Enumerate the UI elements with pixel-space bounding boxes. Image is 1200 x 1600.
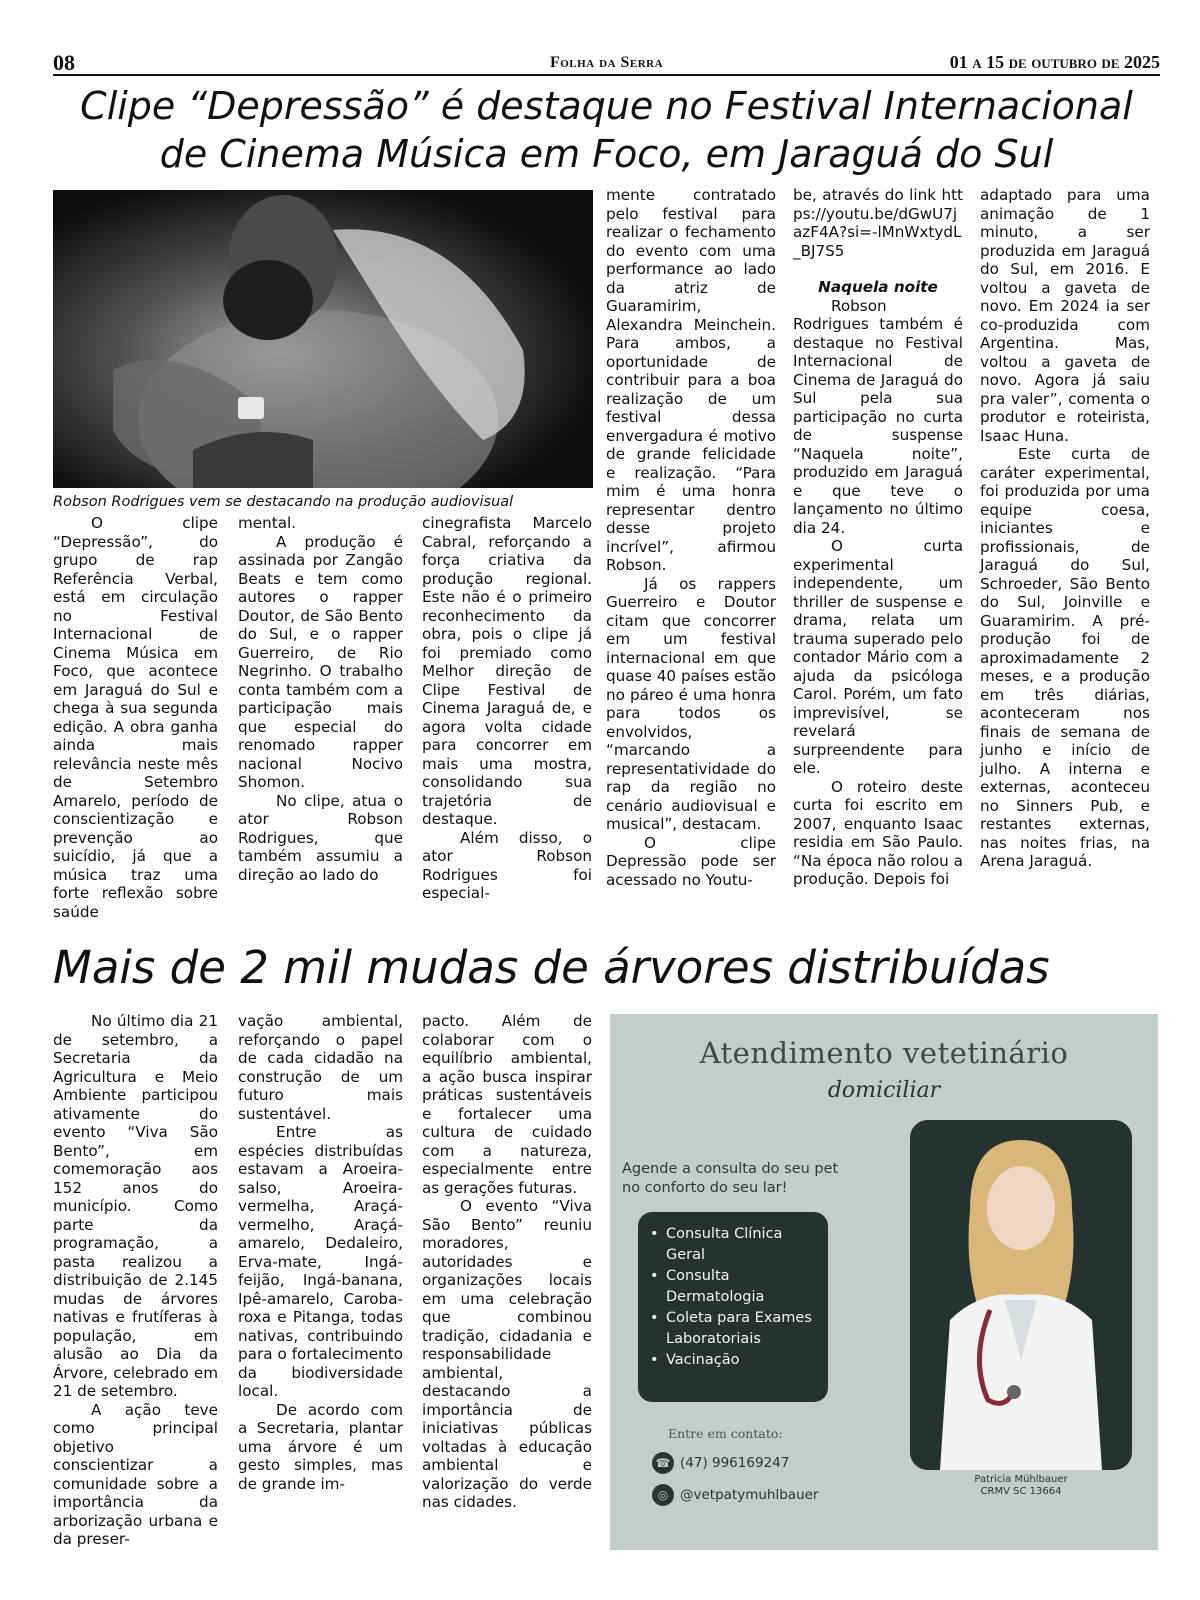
paragraph: vação ambiental, reforçando o papel de cada cidadão na construção de um futuro mais sustentável. xyxy=(238,1012,403,1123)
paragraph: adaptado para uma animação de 1 minuto, a ser produzida em Jaraguá do Sul, em 2016. E voltou a gaveta de novo. Em 2024 ia ser co-produzida com Argentina. Mas, voltou a gaveta de novo. Agora já saiu pra valer”, comenta o produtor e roteirista, Isaac Huna. xyxy=(980,186,1150,445)
paragraph: pacto. Além de colaborar com o equilíbrio ambiental, a ação busca inspirar práticas sustentáveis e fortalecer uma cultura de cuidado com a natureza, especialmente entre as gerações futuras. xyxy=(422,1012,592,1197)
paragraph: A ação teve como principal objetivo conscientizar a comunidade sobre a importância da arborização urbana e da preser- xyxy=(53,1400,218,1548)
ad-instagram xyxy=(652,1484,818,1506)
article2-column-3 xyxy=(422,1012,592,1512)
paragraph: O clipe Depressão pode ser acessado no Youtu- xyxy=(606,833,776,889)
article1-column-5 xyxy=(793,186,963,889)
paragraph: Este curta de caráter experimental, foi produzida por uma equipe coesa, iniciantes e profissionais, de Jaraguá do Sul, Schroeder, São Bento do Sul, Joinville e Guaramirim. A pré-produção foi de aproximadamente 2 meses, e a produção em três diárias, aconteceram nos finais de semana de junho e início de julho. A interna e externas, aconteceu no Sinners Pub, e restantes externas, nas noites frias, na Arena Jaraguá. xyxy=(980,445,1150,870)
paragraph: No último dia 21 de setembro, a Secretaria da Agricultura e Meio Ambiente participou ativamente do evento “Viva São Bento”, em comemoração aos 152 anos do município. Como parte da programação, a pasta realizou a distribuição de 2.145 mudas de árvores nativas e frutíferas à população, em alusão ao Dia da Árvore, celebrado em 21 de setembro. xyxy=(53,1012,218,1400)
paragraph: De acordo com a Secretaria, plantar uma árvore é um gesto simples, mas de grande im- xyxy=(238,1400,403,1493)
paragraph: Robson Rodrigues também é destaque no Festival Internacional de Cinema de Jaraguá do Sul pela sua participação no curta de suspense “Naquela noite”, produzido em Jaraguá e que teve o lançamento no último dia 24. xyxy=(793,296,963,537)
paragraph: mente contratado pelo festival para realizar o fechamento do evento com uma performance ao lado da atriz de Guaramirim, Alexandra Meinchein. Para ambos, a oportunidade de contribuir para a boa realização de um festival dessa envergadura é motivo de grande felicidade e realização. “Para mim é uma honra representar dentro desse projeto incrível”, afirmou Robson. xyxy=(606,186,776,574)
ad-contact-label: Entre em contato: xyxy=(668,1426,783,1441)
paragraph: be, através do link https://youtu.be/dGwU7jazF4A?si=-lMnWxtydL_BJ7S5 xyxy=(793,186,963,260)
page-number: 08 xyxy=(53,50,75,75)
article1-headline xyxy=(53,82,1160,178)
article1-column-3 xyxy=(422,514,592,903)
service-item: • Consulta Clínica Geral xyxy=(650,1224,818,1266)
subheading: Naquela noite xyxy=(818,278,938,296)
actor-photo-illustration xyxy=(53,190,593,488)
paragraph: No clipe, atua o ator Robson Rodrigues, que também assumiu a direção ao lado do xyxy=(238,791,403,884)
headline-line-2: de Cinema Música em Foco, em Jaraguá do Sul xyxy=(159,132,1054,176)
edition-date: 01 a 15 de outubro de 2025 xyxy=(949,52,1160,72)
paragraph: O clipe “Depressão”, do grupo de rap Referência Verbal, está em circulação no Festival Internacional de Cinema Música em Foco, que acontece em Jaraguá do Sul e chega à sua segunda edição. A obra ganha ainda mais relevância neste mês de Setembro Amarelo, período de conscientização e prevenção ao suicídio, já que a música traz uma forte reflexão sobre saúde xyxy=(53,514,218,921)
paragraph: A produção é assinada por Zangão Beats e tem como autores o rapper Doutor, de São Bento do Sul, e o rapper Guerreiro, de Rio Negrinho. O trabalho conta também com a participação mais que especial do renomado rapper nacional Nocivo Shomon. xyxy=(238,532,403,791)
paragraph: O curta experimental independente, um thriller de suspense e drama, relata um trauma superado pelo contador Mário com a ajuda da psicóloga Carol. Porém, um fato imprevisível, se revelará surpreendente para ele. xyxy=(793,537,963,777)
photo-caption: Robson Rodrigues vem se destacando na produção audiovisual xyxy=(53,494,514,510)
ad-subtitle: domiciliar xyxy=(827,1078,941,1103)
vet-name: Patricia Mühlbauer xyxy=(974,1474,1068,1485)
ad-phone xyxy=(652,1452,789,1474)
article1-column-2 xyxy=(238,514,403,884)
paragraph: O evento “Viva São Bento” reuniu moradores, autoridades e organizações locais em uma celebração que combinou tradição, cidadania e responsabilidade ambiental, destacando a importância de iniciativas públicas voltadas à educação ambiental e valorização do verde nas cidades. xyxy=(422,1197,592,1511)
vet-photo xyxy=(910,1120,1132,1470)
vet-advertisement xyxy=(610,1014,1158,1550)
paragraph: Já os rappers Guerreiro e Doutor citam que concorrer em um festival internacional em que quase 40 países estão no páreo é uma honra para todos os envolvidos, “marcando a representatividade do rap da região no cenário audiovisual e musical”, destacam. xyxy=(606,574,776,833)
article2-column-1 xyxy=(53,1012,218,1549)
phone-number: (47) 996169247 xyxy=(680,1455,790,1471)
article1-column-4 xyxy=(606,186,776,889)
ad-title: Atendimento vetetinário xyxy=(699,1036,1069,1070)
article2-headline: Mais de 2 mil mudas de árvores distribuídas xyxy=(53,941,1050,994)
instagram-handle: @vetpatymuhlbauer xyxy=(680,1487,819,1503)
paragraph: mental. xyxy=(238,514,297,532)
ad-tagline: Agende a consulta do seu pet no conforto do seu lar! xyxy=(622,1161,839,1196)
article1-column-6 xyxy=(980,186,1150,871)
phone-icon: ☎ xyxy=(652,1452,674,1474)
service-item: • Coleta para Exames Laboratoriais xyxy=(650,1308,818,1350)
headline-line-1: Clipe “Depressão” é destaque no Festival Internacional xyxy=(80,84,1133,128)
paragraph: Além disso, o ator Robson Rodrigues foi especial- xyxy=(422,828,592,902)
vet-crmv: CRMV SC 13664 xyxy=(980,1486,1062,1497)
article2-column-2 xyxy=(238,1012,403,1493)
paragraph: cinegrafista Marcelo Cabral, reforçando a força criativa da produção regional. Este não é o primeiro reconhecimento da obra, pois o clipe já foi premiado como Melhor direção de Clipe Festival de Cinema Jaraguá de, e agora volta cidade para concorrer em mais uma mostra, consolidando sua trajetória de destaque. xyxy=(422,514,592,828)
service-item: • Vacinação xyxy=(650,1350,818,1371)
paragraph: Entre as espécies distribuídas estavam a Aroeira-salso, Aroeira-vermelha, Araçá-vermelho, Araçá-amarelo, Dedaleiro, Erva-mate, Ingá-feijão, Ingá-banana, Ipê-amarelo, Caroba-roxa e Pitanga, todas nativas, contribuindo para o fortalecimento da biodiversidade local. xyxy=(238,1123,403,1400)
instagram-icon: ◎ xyxy=(652,1484,674,1506)
paragraph: O roteiro deste curta foi escrito em 2007, enquanto Isaac residia em São Paulo. “Na época não rolou a produção. Depois foi xyxy=(793,777,963,888)
actor-photo xyxy=(53,190,593,488)
vet-credentials xyxy=(910,1474,1132,1498)
ad-services-list xyxy=(638,1212,828,1402)
article1-column-1 xyxy=(53,514,218,921)
masthead xyxy=(53,50,1160,76)
vet-photo-illustration xyxy=(910,1120,1132,1470)
service-item: • Consulta Dermatologia xyxy=(650,1266,818,1308)
newspaper-name: Folha da Serra xyxy=(549,54,664,71)
